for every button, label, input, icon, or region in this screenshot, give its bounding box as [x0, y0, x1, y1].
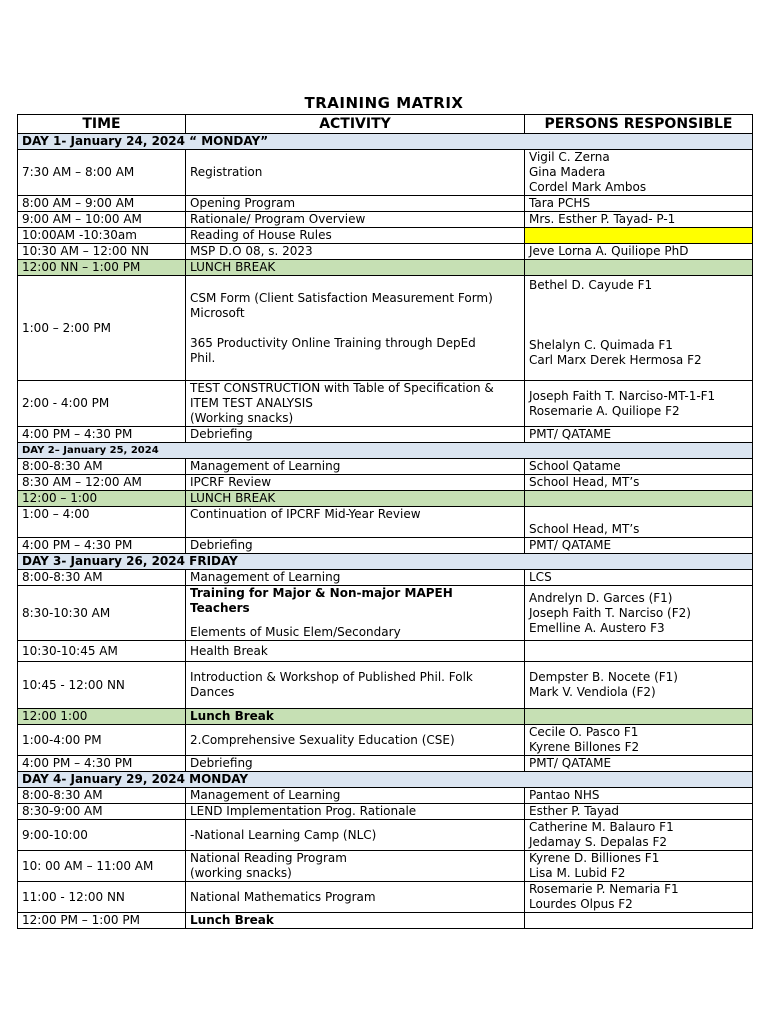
- table-row: [18, 913, 753, 929]
- persons-cell: [525, 725, 753, 756]
- activity-cell: MSP D.O 08, s. 2023: [186, 244, 525, 260]
- day-header-row: [18, 772, 753, 788]
- person-name: Cordel Mark Ambos: [529, 180, 647, 194]
- persons-cell: PMT/ QATAME: [525, 427, 753, 443]
- persons-cell: School Head, MT’s: [525, 507, 753, 538]
- activity-cell: Debriefing: [186, 427, 525, 443]
- table-row: [18, 150, 753, 196]
- person-name: Kyrene D. Billiones F1: [529, 851, 660, 865]
- activity-cell: [186, 276, 525, 381]
- activity-line: Introduction & Workshop of Published Phil. Folk: [190, 670, 473, 684]
- header-persons: PERSONS RESPONSIBLE: [525, 115, 753, 134]
- persons-cell: Esther P. Tayad: [525, 804, 753, 820]
- time-cell: 8:30-10:30 AM: [18, 586, 186, 641]
- person-name: Lourdes Olpus F2: [529, 897, 633, 911]
- persons-cell: School Qatame: [525, 459, 753, 475]
- person-name: Catherine M. Balauro F1: [529, 820, 674, 834]
- activity-cell: Opening Program: [186, 196, 525, 212]
- activity-cell: [186, 586, 525, 641]
- activity-line: National Reading Program: [190, 851, 347, 865]
- table-row: [18, 276, 753, 381]
- time-cell: 12:00 – 1:00: [18, 491, 186, 507]
- table-row: [18, 820, 753, 851]
- table-row: [18, 586, 753, 641]
- activity-cell: Management of Learning: [186, 459, 525, 475]
- time-cell: 12:00 PM – 1:00 PM: [18, 913, 186, 929]
- activity-cell: 2.Comprehensive Sexuality Education (CSE): [186, 725, 525, 756]
- time-cell: 9:00 AM – 10:00 AM: [18, 212, 186, 228]
- time-cell: 8:00-8:30 AM: [18, 570, 186, 586]
- time-cell: 2:00 - 4:00 PM: [18, 381, 186, 427]
- person-name: Andrelyn D. Garces (F1): [529, 590, 673, 605]
- header-activity: ACTIVITY: [186, 115, 525, 134]
- persons-cell: Jeve Lorna A. Quiliope PhD: [525, 244, 753, 260]
- header-time: TIME: [18, 115, 186, 134]
- table-row: [18, 641, 753, 662]
- table-row: [18, 756, 753, 772]
- time-cell: 10:00AM -10:30am: [18, 228, 186, 244]
- person-name: Rosemarie A. Quiliope F2: [529, 403, 680, 418]
- person-name: Carl Marx Derek Hermosa F2: [529, 353, 702, 367]
- time-cell: 8:00 AM – 9:00 AM: [18, 196, 186, 212]
- person-name: Mark V. Vendiola (F2): [529, 685, 656, 699]
- persons-cell: [525, 851, 753, 882]
- time-cell: 10:30 AM – 12:00 NN: [18, 244, 186, 260]
- activity-line: Elements of Music Elem/Secondary: [190, 625, 401, 639]
- table-row: [18, 662, 753, 709]
- activity-cell: Reading of House Rules: [186, 228, 525, 244]
- person-name: Kyrene Billones F2: [529, 740, 640, 754]
- persons-cell: [525, 662, 753, 709]
- time-cell: 8:00-8:30 AM: [18, 459, 186, 475]
- activity-cell: Lunch Break: [186, 913, 525, 929]
- table-row: [18, 507, 753, 538]
- time-cell: 8:30-9:00 AM: [18, 804, 186, 820]
- table-row: [18, 459, 753, 475]
- person-name: Bethel D. Cayude F1: [529, 278, 653, 292]
- table-row: [18, 244, 753, 260]
- persons-cell: PMT/ QATAME: [525, 538, 753, 554]
- person-name: Rosemarie P. Nemaria F1: [529, 882, 679, 896]
- activity-line: CSM Form (Client Satisfaction Measurement Form): [190, 290, 493, 305]
- table-header-row: [18, 115, 753, 134]
- activity-line: Teachers: [190, 601, 250, 615]
- lunch-row: [18, 709, 753, 725]
- persons-cell: [525, 150, 753, 196]
- activity-cell: LUNCH BREAK: [186, 260, 525, 276]
- time-cell: 12:00 1:00: [18, 709, 186, 725]
- persons-cell: Pantao NHS: [525, 788, 753, 804]
- table-row: [18, 725, 753, 756]
- day-header-row: [18, 554, 753, 570]
- person-name: Vigil C. Zerna: [529, 150, 610, 164]
- activity-cell: Continuation of IPCRF Mid-Year Review: [186, 507, 525, 538]
- table-row: [18, 570, 753, 586]
- time-cell: 7:30 AM – 8:00 AM: [18, 150, 186, 196]
- persons-cell: [525, 820, 753, 851]
- table-row: [18, 788, 753, 804]
- activity-line: Microsoft: [190, 305, 245, 320]
- activity-line: 365 Productivity Online Training through DepEd: [190, 335, 476, 350]
- time-cell: 8:30 AM – 12:00 AM: [18, 475, 186, 491]
- persons-cell: PMT/ QATAME: [525, 756, 753, 772]
- time-cell: 4:00 PM – 4:30 PM: [18, 756, 186, 772]
- person-name: Shelalyn C. Quimada F1: [529, 338, 673, 352]
- activity-cell: Health Break: [186, 641, 525, 662]
- persons-cell: School Head, MT’s: [525, 475, 753, 491]
- table-row: [18, 228, 753, 244]
- activity-cell: -National Learning Camp (NLC): [186, 820, 525, 851]
- activity-cell: LEND Implementation Prog. Rationale: [186, 804, 525, 820]
- lunch-row: [18, 491, 753, 507]
- activity-cell: [186, 662, 525, 709]
- persons-cell: [525, 260, 753, 276]
- persons-cell: [525, 913, 753, 929]
- person-name: Joseph Faith T. Narciso (F2): [529, 605, 691, 620]
- persons-cell: [525, 641, 753, 662]
- person-name: Dempster B. Nocete (F1): [529, 670, 678, 684]
- table-row: [18, 538, 753, 554]
- activity-cell: National Mathematics Program: [186, 882, 525, 913]
- table-row: [18, 427, 753, 443]
- person-name: Gina Madera: [529, 165, 606, 179]
- training-matrix-table: [17, 114, 753, 929]
- activity-line: Phil.: [190, 350, 216, 365]
- person-name: Jedamay S. Depalas F2: [529, 835, 667, 849]
- time-cell: 4:00 PM – 4:30 PM: [18, 427, 186, 443]
- activity-line: Dances: [190, 685, 235, 699]
- persons-cell: Tara PCHS: [525, 196, 753, 212]
- table-row: [18, 475, 753, 491]
- time-cell: 10:45 - 12:00 NN: [18, 662, 186, 709]
- activity-cell: [186, 381, 525, 427]
- persons-cell: [525, 586, 753, 641]
- time-cell: 1:00 – 4:00: [18, 507, 186, 538]
- activity-cell: Management of Learning: [186, 788, 525, 804]
- day-header-row: [18, 134, 753, 150]
- activity-cell: IPCRF Review: [186, 475, 525, 491]
- table-row: [18, 381, 753, 427]
- person-name: Emelline A. Austero F3: [529, 620, 665, 635]
- person-name: Lisa M. Lubid F2: [529, 866, 626, 880]
- activity-line: Training for Major & Non-major MAPEH: [190, 586, 453, 600]
- activity-cell: Debriefing: [186, 538, 525, 554]
- table-row: [18, 851, 753, 882]
- persons-cell: [525, 491, 753, 507]
- activity-line: TEST CONSTRUCTION with Table of Specification &: [190, 381, 494, 395]
- table-row: [18, 804, 753, 820]
- persons-cell: [525, 276, 753, 381]
- day-header-row: [18, 443, 753, 459]
- time-cell: 10: 00 AM – 11:00 AM: [18, 851, 186, 882]
- table-row: [18, 882, 753, 913]
- day-3-label: DAY 3- January 26, 2024 FRIDAY: [18, 554, 753, 570]
- activity-cell: Registration: [186, 150, 525, 196]
- person-name: Cecile O. Pasco F1: [529, 725, 639, 739]
- document-title: TRAINING MATRIX: [304, 94, 464, 112]
- time-cell: 8:00-8:30 AM: [18, 788, 186, 804]
- day-1-label: DAY 1- January 24, 2024 “ MONDAY”: [18, 134, 753, 150]
- activity-cell: Lunch Break: [186, 709, 525, 725]
- time-cell: 9:00-10:00: [18, 820, 186, 851]
- time-cell: 4:00 PM – 4:30 PM: [18, 538, 186, 554]
- time-cell: 1:00-4:00 PM: [18, 725, 186, 756]
- persons-cell: Mrs. Esther P. Tayad- P-1: [525, 212, 753, 228]
- activity-cell: Management of Learning: [186, 570, 525, 586]
- persons-cell-highlighted: [525, 228, 753, 244]
- persons-cell: [525, 709, 753, 725]
- table-row: [18, 196, 753, 212]
- activity-cell: Debriefing: [186, 756, 525, 772]
- person-name: Joseph Faith T. Narciso-MT-1-F1: [529, 388, 716, 403]
- activity-line: (Working snacks): [190, 411, 294, 425]
- activity-line: (working snacks): [190, 866, 292, 880]
- time-cell: 10:30-10:45 AM: [18, 641, 186, 662]
- day-2-label: DAY 2– January 25, 2024: [18, 443, 753, 459]
- lunch-row: [18, 260, 753, 276]
- persons-cell: LCS: [525, 570, 753, 586]
- persons-cell: [525, 882, 753, 913]
- time-cell: 1:00 – 2:00 PM: [18, 276, 186, 381]
- persons-cell: [525, 381, 753, 427]
- activity-cell: Rationale/ Program Overview: [186, 212, 525, 228]
- time-cell: 11:00 - 12:00 NN: [18, 882, 186, 913]
- activity-cell: LUNCH BREAK: [186, 491, 525, 507]
- table-row: [18, 212, 753, 228]
- activity-line: ITEM TEST ANALYSIS: [190, 396, 313, 410]
- time-cell: 12:00 NN – 1:00 PM: [18, 260, 186, 276]
- day-4-label: DAY 4- January 29, 2024 MONDAY: [18, 772, 753, 788]
- activity-cell: [186, 851, 525, 882]
